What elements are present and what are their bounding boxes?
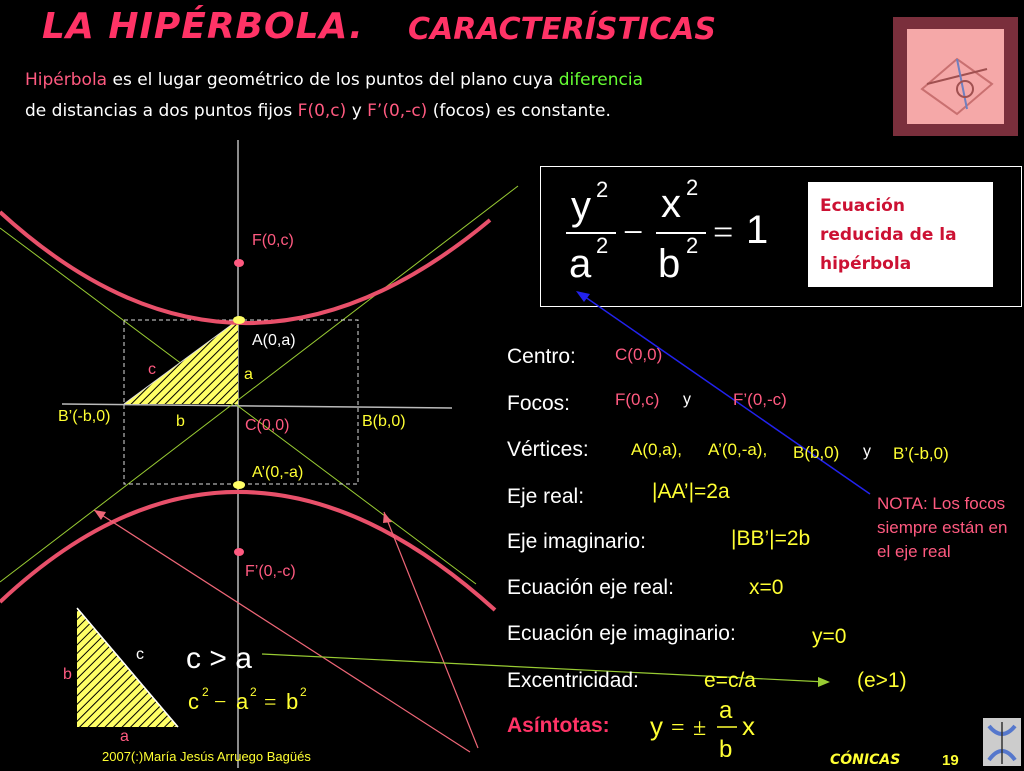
slide-subtitle: CARACTERÍSTICAS <box>408 12 716 47</box>
definition-text-2: de distancias a dos puntos fijos <box>25 101 293 121</box>
eq-minus: − <box>623 212 644 252</box>
label-focus-bottom: F’(0,-c) <box>245 563 296 580</box>
asym-y: y <box>650 711 663 741</box>
prop-eje-imag-label: Eje imaginario: <box>507 530 646 553</box>
relation-c-gt-a: c > a <box>186 642 252 675</box>
prop-excentricidad-label: Excentricidad: <box>507 669 639 692</box>
label-b-right: B(b,0) <box>362 413 406 430</box>
rel-exp-2: 2 <box>250 685 257 699</box>
eq-exp-1: 2 <box>596 177 609 202</box>
asymptote-equation <box>645 693 765 765</box>
note-foci: NOTA: Los focos siempre están en el eje real <box>877 494 1008 561</box>
blue-arrow-head <box>576 291 590 302</box>
label-b-left: B’(-b,0) <box>58 408 111 425</box>
eq-den-b: b <box>658 242 681 286</box>
label-focus-top: F(0,c) <box>252 232 294 249</box>
term-diferencia: diferencia <box>558 70 643 90</box>
eq-equals: = <box>713 212 734 252</box>
nav-thumbnail-icon[interactable] <box>983 718 1021 766</box>
label-vertex-bottom: A’(0,-a) <box>252 464 304 481</box>
eq-exp-2: 2 <box>596 233 609 258</box>
prop-eje-imag-value: |BB’|=2b <box>731 527 811 550</box>
green-arrow-head <box>818 677 830 687</box>
prop-centro-label: Centro: <box>507 345 576 368</box>
eq-one: 1 <box>746 208 769 252</box>
triangle-label-b: b <box>63 666 72 683</box>
label-center: C(0,0) <box>245 417 290 434</box>
vertex-top-point <box>233 316 245 324</box>
prop-ec-eje-imag-value: y=0 <box>812 625 847 648</box>
prop-vertices-label: Vértices: <box>507 438 589 461</box>
asym-num: a <box>719 697 733 724</box>
rel-minus: − <box>214 689 227 714</box>
author-footer: 2007(:)María Jesús Arruego Bagüés <box>102 749 311 764</box>
asym-x: x <box>742 711 755 741</box>
label-vertex-top: A(0,a) <box>252 332 296 349</box>
prop-focos-y: y <box>683 391 691 408</box>
rel-b: b <box>286 689 299 714</box>
x-axis <box>62 404 452 408</box>
eq-exp-3: 2 <box>686 175 699 200</box>
arrow-right-head <box>383 512 392 523</box>
definition-focus-2: F’(0,-c) <box>367 101 428 121</box>
arrow-left-head <box>94 510 106 520</box>
prop-focos-v2: F’(0,-c) <box>733 390 787 409</box>
prop-ec-eje-real-value: x=0 <box>749 576 784 599</box>
vertex-bottom-point <box>233 481 245 489</box>
asym-pm: ± <box>693 715 707 741</box>
triangle-label-a: a <box>120 728 129 745</box>
prop-asintotas-label: Asíntotas: <box>507 714 610 737</box>
prop-excentricidad-cond: (e>1) <box>857 669 907 692</box>
rel-a: a <box>236 689 249 714</box>
prop-eje-real-value: |AA’|=2a <box>652 480 730 503</box>
prop-ec-eje-imag-label: Ecuación eje imaginario: <box>507 622 736 645</box>
eq-num-x: x <box>661 182 681 226</box>
prop-eje-real-label: Eje real: <box>507 485 585 508</box>
focus-bottom-point <box>234 548 244 556</box>
prop-vertices-y: y <box>863 443 871 460</box>
prop-excentricidad-value: e=c/a <box>704 669 756 692</box>
section-label: CÓNICAS <box>830 752 901 768</box>
label-c: c <box>148 361 156 378</box>
rel-equals: = <box>264 689 277 714</box>
prop-vertices-v2: A’(0,-a), <box>708 440 768 459</box>
eq-num-y: y <box>571 184 591 228</box>
equation-label: Ecuación reducida de la hipérbola <box>820 196 957 274</box>
term-hiperbola: Hipérbola <box>25 70 108 90</box>
asym-eq: = <box>671 715 685 741</box>
hyperbola-lower-branch <box>0 492 495 610</box>
page-number: 19 <box>942 752 959 769</box>
eq-exp-4: 2 <box>686 233 699 258</box>
hyperbola-upper-branch <box>0 212 490 323</box>
definition-text-1: es el lugar geométrico de los puntos del plano cuya <box>112 70 554 90</box>
prop-ec-eje-real-label: Ecuación eje real: <box>507 576 674 599</box>
definition-and: y <box>351 101 362 121</box>
rel-exp-3: 2 <box>300 685 307 699</box>
label-a: a <box>244 366 253 383</box>
prop-focos-label: Focos: <box>507 392 571 415</box>
label-b: b <box>176 413 185 430</box>
relation-pythagoras <box>186 684 336 718</box>
definition-text-3: (focos) es constante. <box>432 101 611 121</box>
prop-vertices-v1: A(0,a), <box>631 440 683 459</box>
prop-vertices-v4: B’(-b,0) <box>893 444 949 463</box>
prop-centro-value: C(0,0) <box>615 345 663 364</box>
arrow-right-line <box>384 512 478 748</box>
rel-c: c <box>188 689 199 714</box>
prop-focos-v1: F(0,c) <box>615 390 660 409</box>
asym-den: b <box>719 736 733 763</box>
rel-exp-1: 2 <box>202 685 209 699</box>
slide-title: LA HIPÉRBOLA. <box>42 6 364 47</box>
definition-focus-1: F(0,c) <box>297 101 347 121</box>
focus-top-point <box>234 259 244 267</box>
prop-vertices-v3: B(b,0) <box>793 443 840 462</box>
triangle-label-c: c <box>136 646 144 663</box>
eq-den-a: a <box>569 242 592 286</box>
